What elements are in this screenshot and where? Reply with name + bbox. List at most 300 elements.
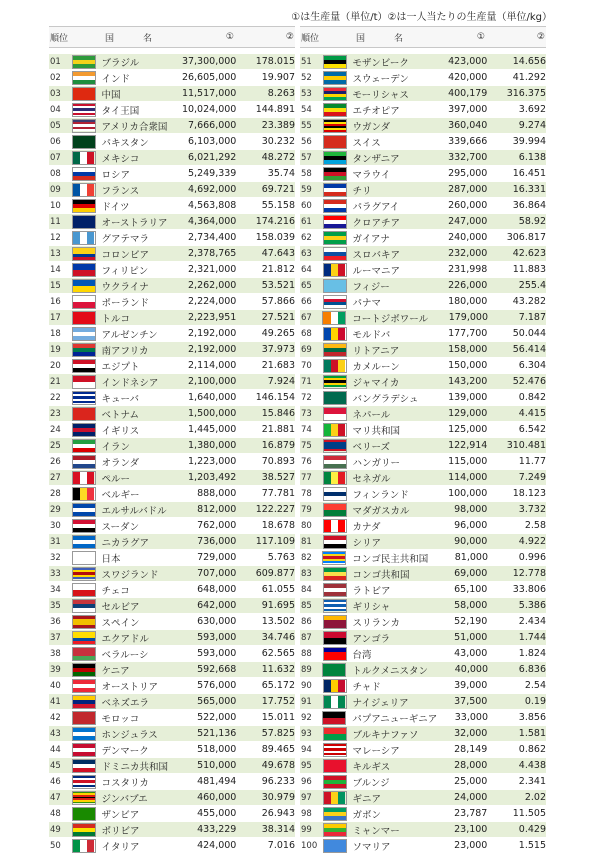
rank-cell: 93 — [301, 728, 312, 739]
per-capita-value: 96.233 — [261, 776, 295, 787]
table-row — [49, 742, 295, 758]
country-name: キルギス — [352, 761, 391, 773]
rank-cell: 60 — [301, 200, 312, 211]
country-name: モルドバ — [352, 329, 391, 341]
rank-cell: 70 — [301, 360, 312, 371]
flag-icon — [323, 455, 347, 469]
flag-icon — [323, 439, 347, 453]
per-capita-header: ② — [536, 32, 545, 42]
rank-cell: 99 — [301, 824, 312, 835]
table-row — [49, 614, 295, 630]
per-capita-value: 50.044 — [512, 328, 546, 339]
flag-icon — [323, 135, 347, 149]
rank-cell: 55 — [301, 120, 312, 131]
flag-icon — [72, 519, 96, 533]
rank-cell: 48 — [50, 808, 61, 819]
table-row — [49, 502, 295, 518]
table-row — [49, 822, 295, 838]
per-capita-value: 21.881 — [261, 424, 295, 435]
production-value: 2,192,000 — [188, 328, 237, 339]
production-value: 158,000 — [448, 344, 488, 355]
production-value: 592,668 — [197, 664, 237, 675]
per-capita-value: 2.434 — [518, 616, 546, 627]
flag-icon — [323, 615, 347, 629]
production-value: 729,000 — [197, 552, 237, 563]
rank-cell: 63 — [301, 248, 312, 259]
table-row — [49, 710, 295, 726]
flag-icon — [72, 247, 96, 261]
table-body — [300, 54, 546, 854]
production-value: 129,000 — [448, 408, 488, 419]
rank-cell: 69 — [301, 344, 312, 355]
country-name: グアテマラ — [101, 233, 150, 245]
rank-cell: 64 — [301, 264, 312, 275]
production-value: 630,000 — [197, 616, 237, 627]
per-capita-value: 6.138 — [518, 152, 546, 163]
rank-cell: 35 — [50, 600, 61, 611]
production-value: 481,494 — [197, 776, 237, 787]
country-name: イギリス — [101, 425, 140, 437]
per-capita-value: 13.502 — [261, 616, 295, 627]
table-row — [300, 774, 546, 790]
flag-icon — [323, 295, 347, 309]
per-capita-value: 69.721 — [261, 184, 295, 195]
flag-icon — [72, 71, 96, 85]
production-value: 2,224,000 — [188, 296, 237, 307]
per-capita-value: 70.893 — [261, 456, 295, 467]
flag-icon — [72, 791, 96, 805]
flag-icon — [72, 103, 96, 117]
table-row — [300, 710, 546, 726]
table-row — [49, 422, 295, 438]
country-name: パラグアイ — [352, 201, 400, 213]
table-row — [49, 326, 295, 342]
flag-icon — [322, 711, 346, 725]
rank-cell: 10 — [50, 200, 61, 211]
country-name: パキスタン — [101, 137, 149, 149]
table-row — [300, 518, 546, 534]
flag-icon — [72, 743, 96, 757]
rank-cell: 84 — [301, 584, 312, 595]
flag-icon — [72, 663, 96, 677]
production-value: 26,605,000 — [181, 72, 237, 83]
country-name: クロアチア — [352, 217, 401, 229]
table-row — [49, 838, 295, 854]
country-name: ドミニカ共和国 — [101, 761, 169, 773]
table-body — [49, 54, 295, 854]
units-note: ①は生産量（単位/t）②は一人当たりの生産量（単位/kg） — [291, 12, 552, 23]
country-name: ナイジェリア — [352, 697, 409, 709]
rank-cell: 59 — [301, 184, 312, 195]
production-value: 51,000 — [454, 632, 488, 643]
rank-cell: 30 — [50, 520, 61, 531]
rank-cell: 98 — [301, 808, 312, 819]
rank-cell: 46 — [50, 776, 61, 787]
table-row — [300, 694, 546, 710]
table-row — [49, 70, 295, 86]
country-name: シリア — [352, 537, 382, 549]
production-value: 5,249,339 — [188, 168, 237, 179]
rank-cell: 58 — [301, 168, 312, 179]
production-value: 707,000 — [197, 568, 237, 579]
flag-icon — [72, 823, 96, 837]
per-capita-value: 6.304 — [518, 360, 546, 371]
rank-cell: 75 — [301, 440, 312, 451]
country-name: マリ共和国 — [352, 425, 401, 437]
table-row — [49, 342, 295, 358]
country-name: バングラデシュ — [352, 393, 419, 405]
per-capita-value: 2.54 — [524, 680, 546, 691]
rank-cell: 16 — [50, 296, 61, 307]
country-name: デンマーク — [101, 745, 149, 757]
rank-header: 順位 — [301, 33, 320, 44]
country-name: セネガル — [352, 473, 391, 485]
table-row — [49, 438, 295, 454]
production-value: 593,000 — [197, 648, 237, 659]
per-capita-value: 306.817 — [506, 232, 546, 243]
table-row — [49, 406, 295, 422]
country-name: ギニア — [352, 793, 382, 805]
per-capita-value: 3.856 — [518, 712, 546, 723]
flag-icon — [323, 519, 347, 533]
table-row — [49, 534, 295, 550]
table-row — [300, 646, 546, 662]
flag-icon — [72, 263, 96, 277]
table-row — [49, 118, 295, 134]
per-capita-value: 5.386 — [518, 600, 546, 611]
flag-icon — [72, 279, 96, 293]
per-capita-value: 174.216 — [255, 216, 295, 227]
rank-cell: 32 — [50, 552, 61, 563]
production-value: 69,000 — [454, 568, 488, 579]
production-value: 40,000 — [454, 664, 488, 675]
production-value: 521,136 — [197, 728, 237, 739]
rank-cell: 36 — [50, 616, 61, 627]
table-row — [300, 838, 546, 854]
per-capita-value: 16.879 — [261, 440, 295, 451]
flag-icon — [323, 359, 347, 373]
flag-icon — [323, 775, 347, 789]
flag-icon — [72, 151, 96, 165]
rank-cell: 25 — [50, 440, 61, 451]
table-row — [300, 566, 546, 582]
rank-cell: 50 — [50, 840, 61, 851]
per-capita-value: 21.812 — [261, 264, 295, 275]
per-capita-value: 7.924 — [267, 376, 295, 387]
table-row — [49, 454, 295, 470]
production-value: 180,000 — [448, 296, 488, 307]
table-row — [300, 70, 546, 86]
rank-cell: 06 — [50, 136, 61, 147]
rank-cell: 34 — [50, 584, 61, 595]
rank-cell: 11 — [50, 216, 61, 227]
per-capita-value: 36.864 — [512, 200, 546, 211]
rank-cell: 01 — [50, 56, 61, 67]
rank-cell: 82 — [301, 552, 312, 563]
production-value: 139,000 — [448, 392, 488, 403]
per-capita-value: 52.476 — [512, 376, 546, 387]
table-row — [49, 246, 295, 262]
country-name: マダガスカル — [352, 505, 410, 517]
flag-icon — [72, 455, 96, 469]
flag-icon — [323, 231, 347, 245]
production-value: 812,000 — [197, 504, 237, 515]
rank-cell: 47 — [50, 792, 61, 803]
production-value: 1,500,000 — [188, 408, 237, 419]
table-row — [300, 614, 546, 630]
country-name: キューバ — [101, 393, 140, 405]
flag-icon — [72, 551, 96, 565]
per-capita-value: 8.263 — [267, 88, 295, 99]
production-value: 28,000 — [454, 760, 488, 771]
flag-icon — [72, 167, 96, 181]
flag-icon — [323, 167, 347, 181]
per-capita-value: 48.272 — [261, 152, 295, 163]
table-row — [49, 102, 295, 118]
flag-icon — [323, 567, 347, 581]
rank-cell: 31 — [50, 536, 61, 547]
flag-icon — [72, 567, 96, 581]
country-name: チェコ — [101, 585, 130, 597]
country-name: パプアニューギニア — [352, 713, 438, 725]
rank-cell: 91 — [301, 696, 312, 707]
production-value: 240,000 — [448, 232, 488, 243]
flag-icon — [322, 663, 346, 677]
production-value: 65,100 — [454, 584, 488, 595]
flag-icon — [323, 423, 347, 437]
table-row — [49, 166, 295, 182]
table-row — [300, 150, 546, 166]
country-name: アンゴラ — [352, 633, 391, 645]
production-value: 455,000 — [197, 808, 237, 819]
flag-icon — [323, 71, 347, 85]
table-row — [49, 262, 295, 278]
rank-cell: 51 — [301, 56, 312, 67]
production-value: 37,300,000 — [181, 56, 237, 67]
per-capita-value: 158.039 — [255, 232, 295, 243]
table-row — [49, 214, 295, 230]
country-name: カメルーン — [352, 361, 400, 373]
rank-cell: 12 — [50, 232, 61, 243]
table-row — [49, 630, 295, 646]
per-capita-value: 19.907 — [261, 72, 295, 83]
table-row — [300, 278, 546, 294]
rank-cell: 24 — [50, 424, 61, 435]
per-capita-value: 1.744 — [518, 632, 546, 643]
table-row — [300, 502, 546, 518]
rank-cell: 68 — [301, 328, 312, 339]
per-capita-value: 55.158 — [261, 200, 295, 211]
rank-cell: 08 — [50, 168, 61, 179]
country-name: 日本 — [101, 553, 121, 565]
country-name: インドネシア — [101, 377, 159, 389]
per-capita-value: 117.109 — [255, 536, 295, 547]
country-name: マラウイ — [352, 169, 391, 181]
flag-icon — [72, 87, 96, 101]
rank-cell: 92 — [301, 712, 312, 723]
per-capita-value: 43.282 — [512, 296, 546, 307]
flag-icon — [323, 55, 347, 69]
flag-icon — [322, 551, 346, 565]
per-capita-value: 11.505 — [512, 808, 546, 819]
per-capita-value: 255.4 — [518, 280, 546, 291]
country-name: コスタリカ — [101, 777, 149, 789]
flag-icon — [323, 743, 347, 757]
rank-cell: 41 — [50, 696, 61, 707]
flag-icon — [72, 199, 96, 213]
per-capita-value: 1.824 — [518, 648, 546, 659]
production-value: 424,000 — [197, 840, 237, 851]
per-capita-value: 5.763 — [267, 552, 295, 563]
rank-cell: 49 — [50, 824, 61, 835]
per-capita-value: 42.623 — [512, 248, 546, 259]
production-value: 96,000 — [454, 520, 488, 531]
flag-icon — [323, 263, 347, 277]
country-name: カナダ — [352, 521, 381, 533]
flag-icon — [72, 679, 96, 693]
flag-icon — [72, 375, 96, 389]
table-row — [49, 550, 295, 566]
country-name: タイ王国 — [101, 105, 140, 117]
per-capita-value: 1.581 — [518, 728, 546, 739]
flag-icon — [72, 599, 96, 613]
table-row — [300, 422, 546, 438]
production-value: 81,000 — [454, 552, 488, 563]
per-capita-value: 34.746 — [261, 632, 295, 643]
table-header — [49, 26, 295, 48]
flag-icon — [72, 807, 96, 821]
rank-cell: 05 — [50, 120, 61, 131]
country-name: ベネズエラ — [101, 697, 150, 709]
rank-cell: 20 — [50, 360, 61, 371]
production-value: 226,000 — [448, 280, 488, 291]
table-row — [49, 486, 295, 502]
production-value: 2,378,765 — [188, 248, 237, 259]
table-row — [300, 326, 546, 342]
table-row — [300, 550, 546, 566]
table-row — [49, 678, 295, 694]
country-name: コロンビア — [101, 249, 150, 261]
country-name: アメリカ合衆国 — [101, 121, 168, 133]
production-value: 39,000 — [454, 680, 488, 691]
production-value: 888,000 — [197, 488, 237, 499]
production-value: 2,100,000 — [188, 376, 237, 387]
per-capita-value: 3.732 — [518, 504, 546, 515]
table-row — [300, 758, 546, 774]
rank-cell: 79 — [301, 504, 312, 515]
production-value: 231,998 — [448, 264, 488, 275]
flag-icon — [323, 375, 347, 389]
flag-icon — [72, 727, 96, 741]
country-name: エチオピア — [352, 105, 400, 117]
flag-icon — [72, 311, 96, 325]
table-row — [300, 454, 546, 470]
per-capita-value: 2.341 — [518, 776, 546, 787]
flag-icon — [323, 631, 347, 645]
rank-cell: 85 — [301, 600, 312, 611]
per-capita-value: 11.883 — [512, 264, 546, 275]
production-value: 2,262,000 — [188, 280, 237, 291]
country-name: ネパール — [352, 409, 391, 421]
country-name: タンザニア — [352, 153, 400, 165]
per-capita-value: 33.806 — [512, 584, 546, 595]
country-name: コンゴ民主共和国 — [352, 553, 429, 565]
table-row — [49, 566, 295, 582]
flag-icon — [323, 391, 347, 405]
table-row — [300, 198, 546, 214]
country-name: ニカラグア — [101, 537, 150, 549]
per-capita-value: 17.752 — [261, 696, 295, 707]
production-value: 122,914 — [448, 440, 488, 451]
table-row — [49, 790, 295, 806]
flag-icon — [323, 343, 347, 357]
country-name: エクアドル — [101, 633, 150, 645]
per-capita-value: 61.055 — [261, 584, 295, 595]
rank-cell: 73 — [301, 408, 312, 419]
table-row — [300, 86, 546, 102]
production-value: 6,021,292 — [188, 152, 237, 163]
flag-icon — [72, 631, 96, 645]
per-capita-value: 0.842 — [518, 392, 546, 403]
production-value: 23,000 — [454, 840, 488, 851]
flag-icon — [72, 183, 96, 197]
per-capita-value: 2.02 — [524, 792, 546, 803]
per-capita-value: 91.695 — [261, 600, 295, 611]
production-value: 1,203,492 — [188, 472, 237, 483]
flag-icon — [72, 119, 96, 133]
flag-icon — [323, 599, 347, 613]
table-row — [300, 742, 546, 758]
rank-cell: 21 — [50, 376, 61, 387]
table-row — [49, 662, 295, 678]
table-row — [300, 374, 546, 390]
rank-cell: 29 — [50, 504, 61, 515]
rank-cell: 45 — [50, 760, 61, 771]
per-capita-value: 1.515 — [518, 840, 546, 851]
production-value: 247,000 — [448, 216, 488, 227]
country-name: スリランカ — [352, 617, 401, 629]
per-capita-value: 11.632 — [261, 664, 295, 675]
country-name: ホンジュラス — [101, 729, 158, 741]
production-value: 2,192,000 — [188, 344, 237, 355]
production-value: 420,000 — [448, 72, 488, 83]
per-capita-value: 122.227 — [255, 504, 295, 515]
rank-cell: 27 — [50, 472, 61, 483]
production-value: 90,000 — [454, 536, 488, 547]
rank-cell: 09 — [50, 184, 61, 195]
production-value: 24,000 — [454, 792, 488, 803]
per-capita-value: 21.683 — [261, 360, 295, 371]
rank-cell: 90 — [301, 680, 312, 691]
rank-cell: 81 — [301, 536, 312, 547]
country-name: ガボン — [352, 809, 382, 821]
per-capita-value: 310.481 — [506, 440, 546, 451]
per-capita-value: 0.429 — [518, 824, 546, 835]
rank-cell: 100 — [301, 840, 318, 851]
per-capita-value: 16.331 — [512, 184, 546, 195]
production-value: 1,223,000 — [188, 456, 237, 467]
table-row — [49, 54, 295, 70]
table-row — [300, 790, 546, 806]
production-value: 460,000 — [197, 792, 237, 803]
flag-icon — [72, 583, 96, 597]
flag-icon — [72, 295, 96, 309]
table-row — [49, 470, 295, 486]
production-value: 2,734,400 — [188, 232, 237, 243]
rank-cell: 83 — [301, 568, 312, 579]
country-name: セルビア — [101, 601, 140, 613]
country-name: モザンビーク — [352, 57, 409, 69]
